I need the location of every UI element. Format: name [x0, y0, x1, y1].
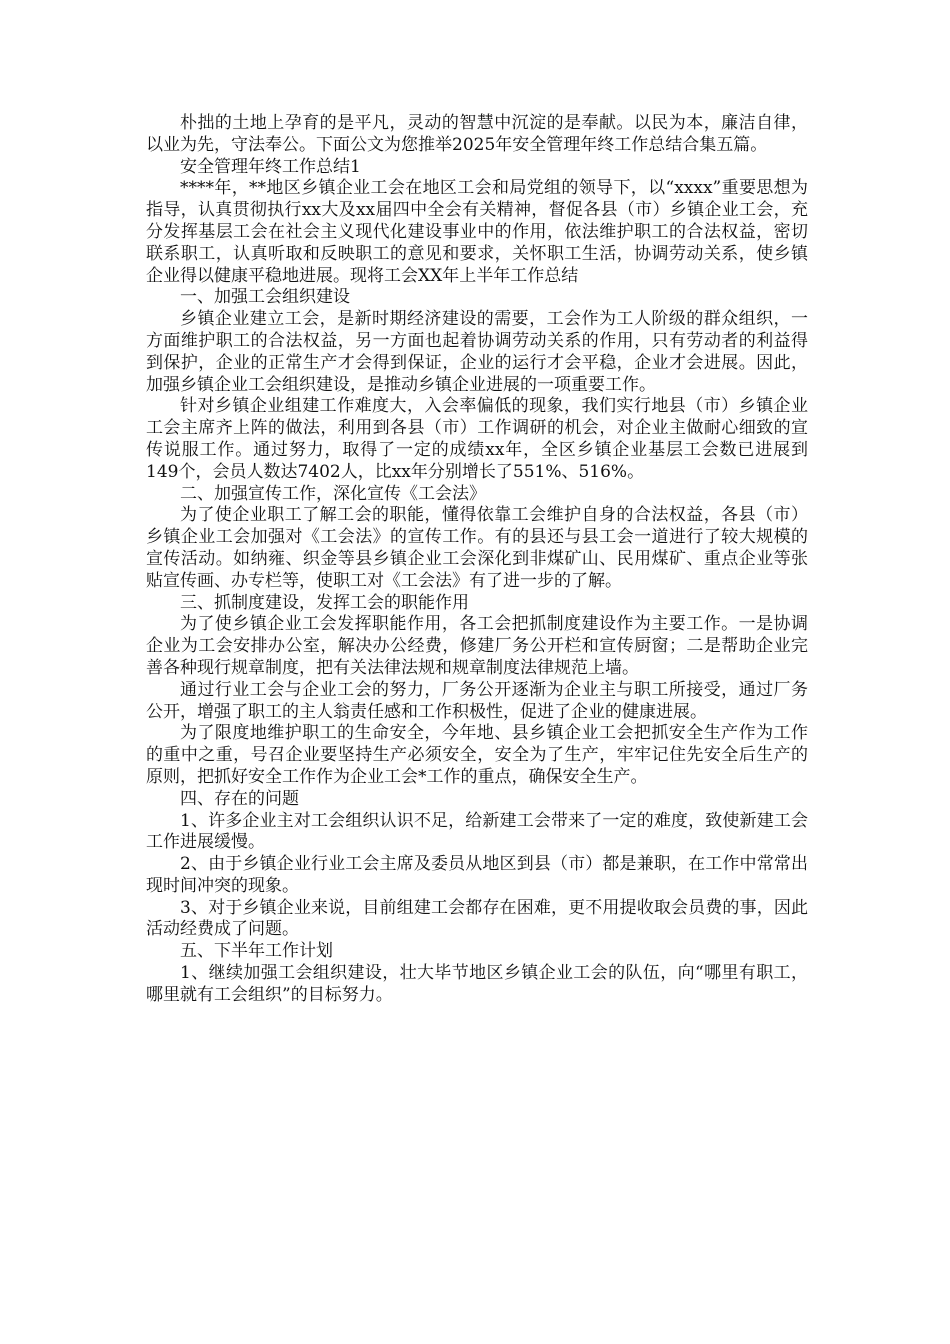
list-item: 1、许多企业主对工会组织认识不足，给新建工会带来了一定的难度，致使新建工会工作进展缓慢。 — [146, 810, 808, 853]
heading-plan: 五、下半年工作计划 — [180, 941, 333, 962]
heading-organization: 一、加强工会组织建设 — [180, 287, 350, 308]
intro-paragraph: 朴拙的土地上孕育的是平凡，灵动的智慧中沉淀的是奉献。以民为本，廉洁自律，以业为先，守法奉公。下面公文为您推举2025年安全管理年终工作总结合集五篇。 — [146, 113, 808, 155]
body-paragraph: 为了使乡镇企业工会发挥职能作用，各工会把抓制度建设作为主要工作。一是协调企业为工会安排办公室，解决办公经费，修建厂务公开栏和宣传厨窗；二是帮助企业完善各种现行规章制度，把有关法律法规和规章制度法律规范上墙。 — [146, 614, 808, 678]
document-body — [146, 113, 808, 1007]
list-item: 1、继续加强工会组织建设，壮大毕节地区乡镇企业工会的队伍，向“哪里有职工，哪里就有工会组织”的目标努力。 — [146, 963, 808, 1005]
list-item: 3、对于乡镇企业来说，目前组建工会都存在困难，更不用提收取会员费的事，因此活动经费成了问题。 — [146, 897, 808, 940]
body-paragraph: 乡镇企业建立工会，是新时期经济建设的需要，工会作为工人阶级的群众组织，一方面维护职工的合法权益，另一方面也起着协调劳动关系的作用，只有劳动者的利益得到保护，企业的正常生产才会得到保证，企业的运行才会平稳，企业才会进展。因此，加强乡镇企业工会组织建设，是推动乡镇企业进展的一项重要工作。 — [146, 309, 808, 395]
body-paragraph: ****年，**地区乡镇企业工会在地区工会和局党组的领导下，以“xxxx”重要思想为指导，认真贯彻执行xx大及xx届四中全会有关精神，督促各县（市）乡镇企业工会，充分发挥基层工会在社会主义现代化建设事业中的作用，依法维护职工的合法权益，密切联系职工，认真听取和反映职工的意见和要求，关怀职工生活，协调劳动关系，使乡镇企业得以健康平稳地进展。现将工会XX年上半年工作总结 — [146, 178, 808, 286]
body-paragraph: 为了限度地维护职工的生命安全，今年地、县乡镇企业工会把抓安全生产作为工作的重中之重，号召企业要坚持生产必须安全，安全为了生产，牢牢记住先安全后生产的原则，把抓好安全工作作为企业工会*工作的重点，确保安全生产。 — [146, 723, 808, 787]
heading-system: 三、抓制度建设，发挥工会的职能作用 — [180, 592, 469, 613]
heading-problems: 四、存在的问题 — [180, 788, 299, 809]
body-paragraph: 为了使企业职工了解工会的职能，懂得依靠工会维护自身的合法权益，各县（市）乡镇企业工会加强对《工会法》的宣传工作。有的县还与县工会一道进行了较大规模的宣传活动。如纳雍、织金等县乡镇企业工会深化到非煤矿山、民用煤矿、重点企业等张贴宣传画、办专栏等，使职工对《工会法》有了进一步的了解。 — [146, 505, 808, 591]
heading-publicity: 二、加强宣传工作，深化宣传《工会法》 — [180, 483, 486, 504]
list-item: 2、由于乡镇企业行业工会主席及委员从地区到县（市）都是兼职，在工作中常常出现时间冲突的现象。 — [146, 854, 808, 896]
section-title: 安全管理年终工作总结1 — [180, 156, 361, 177]
body-paragraph: 针对乡镇企业组建工作难度大，入会率偏低的现象，我们实行地县（市）乡镇企业工会主席齐上阵的做法，利用到各县（市）工作调研的机会，对企业主做耐心细致的宣传说服工作。通过努力，取得了一定的成绩xx年，全区乡镇企业基层工会数已进展到149个，会员人数达7402人，比xx年分别增长了551%、516%。 — [146, 396, 808, 482]
body-paragraph: 通过行业工会与企业工会的努力，厂务公开逐渐为企业主与职工所接受，通过厂务公开，增强了职工的主人翁责任感和工作积极性，促进了企业的健康进展。 — [146, 679, 808, 722]
